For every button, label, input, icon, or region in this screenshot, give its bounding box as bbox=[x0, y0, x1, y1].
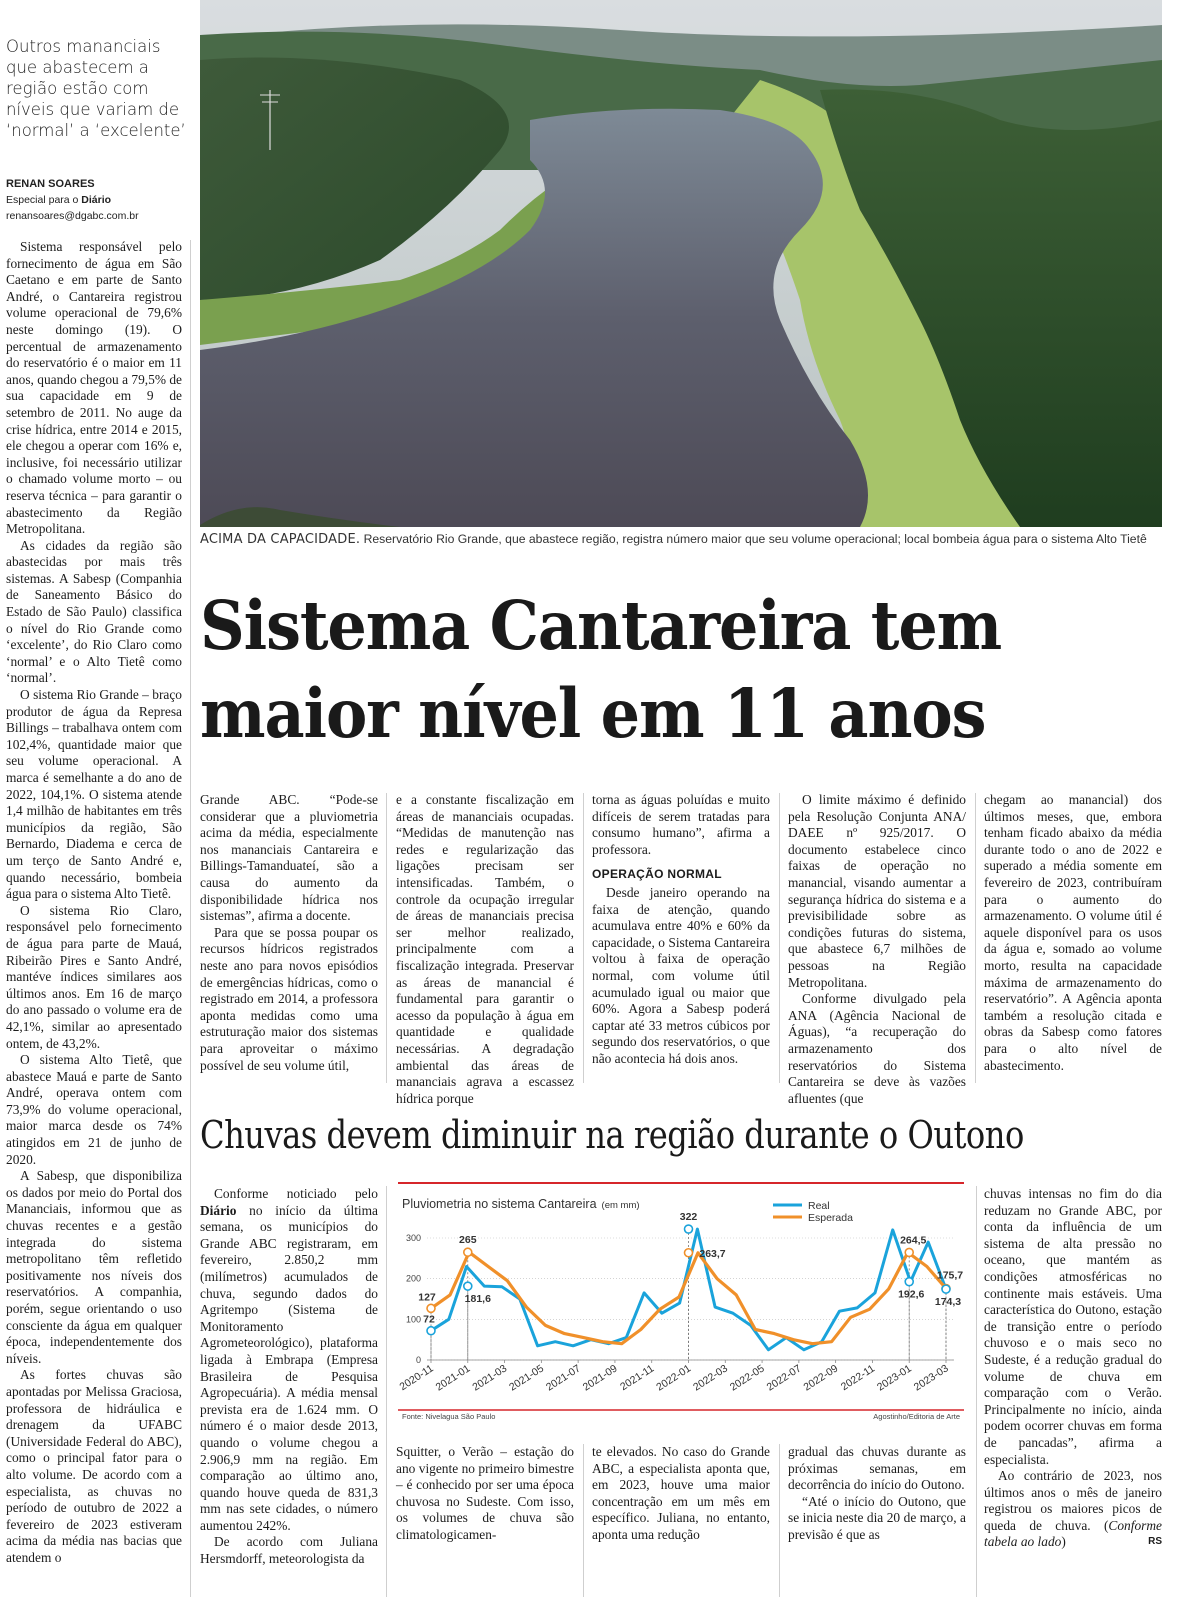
data-label: 322 bbox=[679, 1211, 698, 1224]
paragraph: As fortes chuvas são apontadas por Melissa Graciosa, professora de hidráulica e drenagem da UFABC (Universidade Federal do ABC), como o principal fator para o alto volume. De acordo com a especialista, as chuvas no período de outubro de 2022 a fevereiro de 2023 estiveram acima da média nas bacias que atendem o bbox=[6, 1367, 182, 1565]
data-label: 265 bbox=[459, 1234, 477, 1247]
data-point-marker bbox=[685, 1225, 693, 1233]
data-point-marker bbox=[464, 1282, 472, 1290]
article-column-2 bbox=[200, 792, 378, 1086]
x-tick-label: 2022-01 bbox=[654, 1362, 694, 1394]
article-column-3 bbox=[396, 792, 574, 1106]
x-tick-label: 2021-09 bbox=[580, 1362, 620, 1394]
y-tick-label: 300 bbox=[405, 1233, 421, 1243]
data-label: 263,7 bbox=[699, 1247, 726, 1260]
chart-source: Fonte: Nivelagua São Paulo bbox=[402, 1412, 496, 1421]
paragraph: chuvas intensas no fim do dia reduzam no Grande ABC, por conta da influência de um sistema de alta pressão no oceano, que mantém as condições atmosféricas no continente mais estáveis. Uma característica do Outono, estação de transição entre o período chuvoso e o mais seco no Sudeste, é a redução gradual do volume de chuva em comparação com o Verão. Principalmente no início, ainda podem ocorrer chuvas em forma de pancadas”, afirma a especialista. bbox=[984, 1186, 1162, 1467]
column-separator bbox=[779, 1444, 780, 1597]
x-tick-label: 2021-11 bbox=[618, 1362, 657, 1394]
data-label: 174,3 bbox=[934, 1296, 962, 1309]
photo-caption bbox=[200, 530, 1162, 549]
data-point-marker bbox=[905, 1248, 913, 1256]
paragraph: te elevados. No caso do Grande ABC, a especialista aponta que, em 2023, houve uma maior concentração em um mês em específico. Juliana, no entanto, aponta uma redução bbox=[592, 1444, 770, 1542]
article2-column-c bbox=[592, 1444, 770, 1597]
paragraph: De acordo com Juliana Hersmdorff, meteorologista da bbox=[200, 1534, 378, 1567]
author-name: RENAN SOARES bbox=[6, 178, 95, 190]
headline-line-2: maior nível em 11 anos bbox=[200, 674, 986, 753]
paragraph: Sistema responsável pelo fornecimento de água em São Caetano e em parte de Santo André, o Cantareira registrou volume operacional de 79,6% neste domingo (19). O percentual de armazenamento do reservatório é o maior em 11 anos, quando chegou a 79,5% de sua capacidade em 9 de setembro de 2011. No auge da crise hídrica, entre 2014 e 2015, ele chegou a operar com 16% e, inclusive, foi necessário utilizar o chamado volume morto – ou reserva técnica – para garantir o abastecimento da Região Metropolitana. bbox=[6, 239, 182, 537]
paragraph: Ao contrário de 2023, nos últimos anos o mês de janeiro registrou os maiores picos de queda de chuva. (Conforme tabela ao lado) RS bbox=[984, 1468, 1162, 1550]
x-tick-label: 2021-03 bbox=[470, 1362, 510, 1394]
paragraph: O sistema Rio Claro, responsável pelo fornecimento de água para parte de Mauá, Ribeirão Pires e Santo André, mantéve índices similares aos últimos anos. Em 16 de março do ano passado o volume era de 42,1%, similar ao apresentado ontem, de 43,2%. bbox=[6, 902, 182, 1051]
author-signature: RS bbox=[1148, 1536, 1162, 1548]
author-role: Especial para o Diário bbox=[6, 194, 112, 206]
paragraph: e a constante fiscalização em áreas de mananciais ocupadas. “Medidas de manutenção nas redes e regularização das ligações precisam ser intensificadas. Também, o controle da ocupação irregular de áreas de mananciais precisa ser melhor realizado, principalmente com a fiscalização integrada. Preservar as áreas de manancial é fundamental para garantir o acesso da população à água em quantidade e qualidade necessárias. A degradação ambiental das áreas de mananciais agrava a escassez hídrica porque bbox=[396, 792, 574, 1106]
data-point-marker bbox=[685, 1249, 693, 1257]
paragraph: Desde janeiro operando na faixa de atenção, quando acumulava entre 40% e 60% da capacidade, o Sistema Cantareira voltou à faixa de operação normal, com volume útil acumulado igual ou maior que 60%. Agora a Sabesp poderá captar até 33 metros cúbicos por segundo dos reservatórios, o que não acontecia há dois anos. bbox=[592, 884, 770, 1066]
rainfall-chart bbox=[398, 1180, 968, 1430]
author-email[interactable]: renansoares@dgabc.com.br bbox=[6, 210, 139, 222]
article-column-1 bbox=[6, 239, 182, 1597]
column-separator bbox=[386, 793, 387, 1083]
caption-kicker: ACIMA DA CAPACIDADE. bbox=[200, 532, 361, 547]
x-tick-label: 2022-09 bbox=[801, 1362, 841, 1394]
column-separator bbox=[190, 240, 191, 1597]
paragraph: Conforme divulgado pela ANA (Agência Nacional de Águas), “a recuperação do armazenamento dos reservatórios do Sistema Cantareira se deve às vazões afluentes (que bbox=[788, 991, 966, 1106]
paragraph: As cidades da região são abastecidas por mais três sistemas. A Sabesp (Companhia de Saneamento Básico do Estado de São Paulo) classifica o nível do Rio Grande como ‘excelente’, do Rio Claro como ‘normal’ e o Alto Tietê como ‘normal’. bbox=[6, 537, 182, 686]
y-tick-label: 100 bbox=[405, 1314, 421, 1325]
data-label: 72 bbox=[423, 1313, 435, 1326]
paragraph: “Até o início do Outono, que se inicia neste dia 20 de março, a previsão é que as bbox=[788, 1493, 966, 1542]
x-tick-label: 2022-03 bbox=[691, 1362, 730, 1394]
data-label: 175,7 bbox=[936, 1269, 964, 1282]
paragraph: O limite máximo é definido pela Resolução Conjunta ANA/ DAEE nº 925/2017. O documento estabelece cinco faixas de operação no manancial, visando aumentar a segurança hídrica do sistema e a previsibilidade sobre as condições futuras do sistema, que abastece 6,7 milhões de pessoas na Região Metropolitana. bbox=[788, 792, 966, 990]
column-separator bbox=[386, 1186, 387, 1597]
article-column-6 bbox=[984, 792, 1162, 1086]
x-tick-label: 2022-05 bbox=[727, 1362, 767, 1394]
section-subhead: OPERAÇÃO NORMAL bbox=[592, 867, 722, 882]
x-tick-label: 2022-07 bbox=[764, 1362, 804, 1394]
secondary-headline: Chuvas devem diminuir na região durante o Outono bbox=[200, 1113, 1024, 1157]
paragraph: A Sabesp, que disponibiliza os dados por meio do Portal dos Mananciais, informou que as chuvas recentes e a gestão integrada do sistema metropolitano têm refletido positivamente nos níveis dos reservatórios. A companhia, porém, segue orientando o uso consciente da água em qualquer época, independentemente dos níveis. bbox=[6, 1168, 182, 1366]
paragraph: Conforme noticiado pelo Diário no início da última semana, os municípios do Grande ABC registraram, em fevereiro, 2.850,2 mm (milímetros) acumulados de chuva, segundo dados do Agritempo (Sistema de Monitoramento Agrometeorológico), plataforma ligada à Embrapa (Empresa Brasileira de Pesquisa Agropecuária). A média mensal prevista era de 1.624 mm. O número é o maior desde 2013, quando o volume chegou a 2.906,9 mm na região. Em comparação ao último ano, quando houve queda de 831,3 mm nas sete cidades, o número aumentou 242%. bbox=[200, 1186, 378, 1533]
x-tick-label: 2021-05 bbox=[507, 1362, 546, 1394]
data-point-marker bbox=[905, 1278, 913, 1286]
data-point-marker bbox=[427, 1304, 435, 1312]
x-tick-label: 2023-03 bbox=[911, 1362, 951, 1394]
article-dek: Outros mananciais que abastecem a região estão com níveis que variam de ‘normal’ a ‘excelente’ bbox=[6, 37, 186, 140]
x-tick-label: 2020-11 bbox=[397, 1362, 436, 1394]
paragraph: gradual das chuvas durante as próximas semanas, em decorrência do início do Outono. bbox=[788, 1444, 966, 1493]
paragraph: O sistema Alto Tietê, que abastece Mauá e parte de Santo André, operava ontem com 73,9% do volume operacional, maior marca desde os 74% atingidos em 21 de junho de 2020. bbox=[6, 1052, 182, 1167]
x-tick-label: 2021-07 bbox=[543, 1362, 583, 1394]
data-label: 127 bbox=[418, 1291, 436, 1304]
x-tick-label: 2021-01 bbox=[433, 1362, 473, 1394]
data-point-marker bbox=[464, 1248, 472, 1256]
paragraph: Para que se possa poupar os recursos hídricos registrados neste ano para novos episódios de emergências hídricas, como o registrado em 2014, a professora aponta medidas como uma estruturação maior dos sistemas para aproveitar o máximo possível de seu volume útil, bbox=[200, 924, 378, 1073]
legend-label: Real bbox=[808, 1200, 830, 1212]
article2-column-a bbox=[200, 1186, 378, 1597]
data-point-marker bbox=[942, 1285, 950, 1293]
data-label: 192,6 bbox=[898, 1288, 925, 1301]
caption-text: Reservatório Rio Grande, que abastece região, registra número maior que seu volume operacional; local bombeia água para o sistema Alto Tietê bbox=[360, 532, 1147, 546]
legend-label: Esperada bbox=[808, 1212, 853, 1224]
data-point-marker bbox=[427, 1327, 435, 1335]
byline bbox=[6, 176, 192, 224]
y-tick-label: 200 bbox=[405, 1273, 421, 1284]
article2-column-e bbox=[984, 1186, 1162, 1597]
column-separator bbox=[976, 1186, 977, 1597]
chart-title: Pluviometria no sistema Cantareira (em mm) bbox=[402, 1197, 640, 1211]
chart-credit: Agostinho/Editoria de Arte bbox=[873, 1412, 960, 1421]
article-column-4 bbox=[592, 792, 770, 1086]
paragraph: torna as águas poluídas e muito difíceis de serem tratadas para consumo humano”, afirma a professora. bbox=[592, 792, 770, 857]
paragraph: O sistema Rio Grande – braço produtor de água da Represa Billings – trabalhava ontem com 102,4%, quantidade maior que seu volume operacional. A marca é semelhante a do ano de 2022, 104,1%. O sistema atende 1,4 milhão de habitantes em três municípios da região, São Bernardo, Diadema e cerca de um terço de Santo André e, quando necessário, bombeia água para o sistema Alto Tietê. bbox=[6, 687, 182, 902]
x-tick-label: 2022-11 bbox=[838, 1362, 878, 1394]
paragraph: chegam ao manancial) dos últimos meses, que, embora tenham ficado abaixo da média durante todo o ano de 2022 e superado a média somente em fevereiro de 2023, contribuíram para o aumento do armazenamento. O volume útil é aquele disponível para os usos da água e, somado ao volume morto, resulta na capacidade máxima de armazenamento do reservatório”. A Agência aponta também a resolução citada e obras da Sabesp como fatores para o alto nível de abastecimento. bbox=[984, 792, 1162, 1073]
x-tick-label: 2023-01 bbox=[874, 1362, 914, 1394]
article2-column-d bbox=[788, 1444, 966, 1597]
reservoir-photo-image bbox=[200, 0, 1162, 527]
headline-line-1: Sistema Cantareira tem bbox=[200, 586, 1002, 665]
y-tick-label: 0 bbox=[415, 1355, 421, 1365]
column-separator bbox=[975, 793, 976, 1083]
data-label: 264,5 bbox=[900, 1234, 927, 1247]
reservoir-photo bbox=[200, 0, 1162, 527]
paragraph: Grande ABC. “Pode-se considerar que a pluviometria acima da média, especialmente nos mananciais Cantareira e Billings-Tamanduateí, são a causa do aumento da disponibilidade hídrica nos sistemas”, afirma a docente. bbox=[200, 792, 378, 924]
paragraph: Squitter, o Verão – estação do ano vigente no primeiro bimestre – é conhecido por ser uma época chuvosa no Sudeste. Com isso, os volumes de chuva são climatologicamen- bbox=[396, 1444, 574, 1542]
article2-column-b bbox=[396, 1444, 574, 1597]
chart-x-ticks bbox=[397, 1360, 950, 1394]
column-separator bbox=[583, 1444, 584, 1597]
data-label: 181,6 bbox=[464, 1293, 491, 1306]
column-separator bbox=[583, 793, 584, 1083]
column-separator bbox=[779, 793, 780, 1083]
main-headline bbox=[200, 582, 1090, 758]
chart-legend bbox=[773, 1200, 853, 1224]
article-column-5 bbox=[788, 792, 966, 1106]
